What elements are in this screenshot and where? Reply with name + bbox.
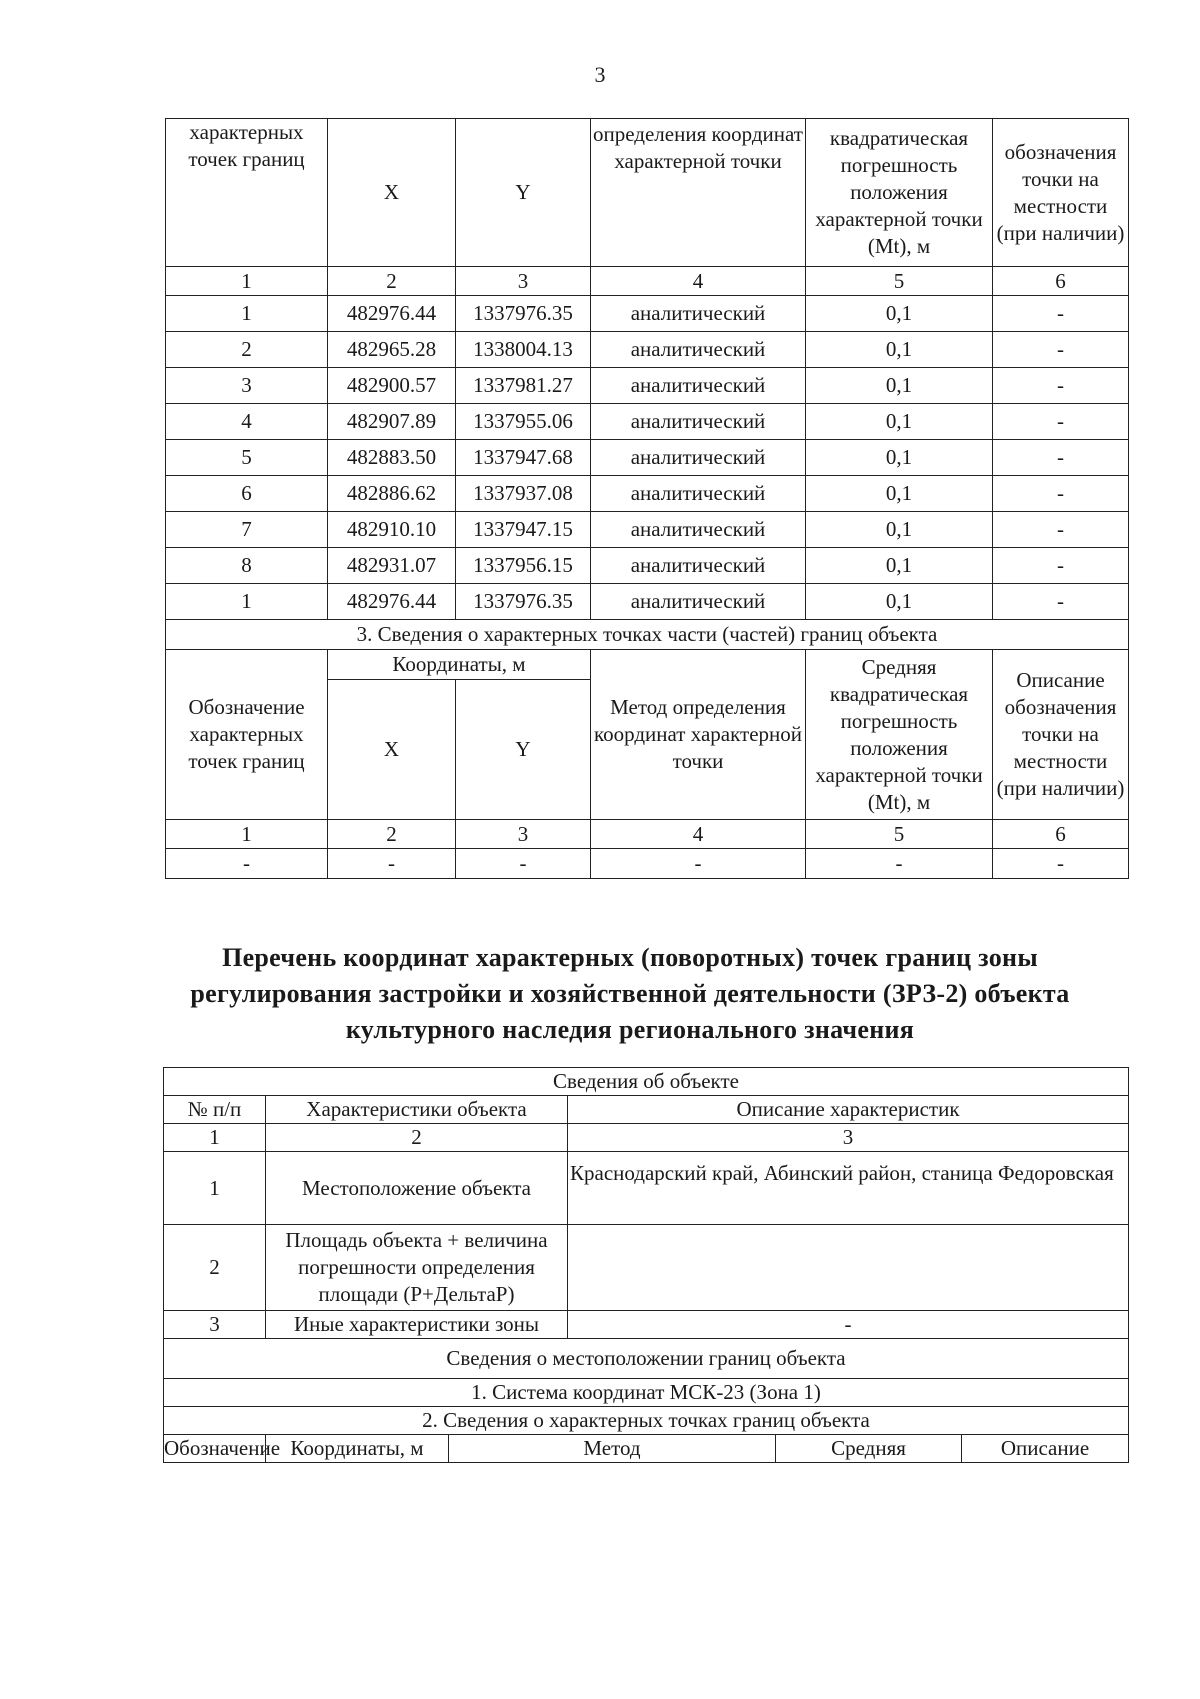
- table-row: [166, 368, 1129, 404]
- header-point-label: характерных точек границ: [166, 119, 328, 267]
- coord-x: 482907.89: [328, 404, 456, 440]
- coord-x: 482900.57: [328, 368, 456, 404]
- method: аналитический: [591, 332, 806, 368]
- description: -: [993, 512, 1129, 548]
- coord-y: 1337956.15: [456, 548, 591, 584]
- col-number: 3: [456, 267, 591, 296]
- coord-y: 1337976.35: [456, 296, 591, 332]
- section3-title: 3. Сведения о характерных точках части (частей) границ объекта: [166, 620, 1129, 650]
- coordinate-system: 1. Система координат МСК-23 (Зона 1): [164, 1379, 1129, 1407]
- boundary-points-table: [165, 118, 1129, 879]
- bottom-header-description: Описание: [962, 1435, 1129, 1463]
- row-number: 2: [164, 1225, 266, 1311]
- coord-y: 1337955.06: [456, 404, 591, 440]
- method: аналитический: [591, 548, 806, 584]
- error-mt: 0,1: [806, 332, 993, 368]
- error-mt: 0,1: [806, 512, 993, 548]
- location-title: Сведения о местоположении границ объекта: [164, 1339, 1129, 1379]
- error-mt: 0,1: [806, 548, 993, 584]
- s3-coord-x: -: [328, 849, 456, 879]
- method: аналитический: [591, 584, 806, 620]
- error-mt: 0,1: [806, 584, 993, 620]
- description: -: [993, 296, 1129, 332]
- point-id: 2: [166, 332, 328, 368]
- point-id: 4: [166, 404, 328, 440]
- section2-title: 2. Сведения о характерных точках границ объекта: [164, 1407, 1129, 1435]
- s3-method: -: [591, 849, 806, 879]
- method: аналитический: [591, 512, 806, 548]
- method: аналитический: [591, 368, 806, 404]
- coord-x: 482976.44: [328, 584, 456, 620]
- s3-header-error: Средняя квадратическая погрешность положения характерной точки (Mt), м: [806, 650, 993, 820]
- row-description: [568, 1225, 1129, 1311]
- coord-y: 1337947.68: [456, 440, 591, 476]
- header-description: Описание характеристик: [568, 1096, 1129, 1124]
- s3-col-number: 2: [328, 820, 456, 849]
- col-number: 1: [166, 267, 328, 296]
- bottom-header-error: Средняя: [776, 1435, 962, 1463]
- row-characteristic: Площадь объекта + величина погрешности определения площади (Р+ДельтаР): [266, 1225, 568, 1311]
- header-method: определения координат характерной точки: [591, 119, 806, 267]
- object-info-title: Сведения об объекте: [164, 1068, 1129, 1096]
- coord-x: 482910.10: [328, 512, 456, 548]
- s3-header-coords: Координаты, м: [328, 650, 591, 680]
- col-number: 4: [591, 267, 806, 296]
- error-mt: 0,1: [806, 476, 993, 512]
- table-row: [164, 1225, 1129, 1311]
- error-mt: 0,1: [806, 404, 993, 440]
- col-number: 2: [328, 267, 456, 296]
- description: -: [993, 584, 1129, 620]
- bottom-header-coords: Координаты, м: [266, 1435, 449, 1463]
- col-number: 1: [164, 1124, 266, 1152]
- table-row: [166, 584, 1129, 620]
- point-id: 1: [166, 584, 328, 620]
- point-id: 3: [166, 368, 328, 404]
- table-row: [166, 548, 1129, 584]
- header-x: X: [328, 119, 456, 267]
- s3-col-number: 6: [993, 820, 1129, 849]
- coord-y: 1338004.13: [456, 332, 591, 368]
- row-description: -: [568, 1311, 1129, 1339]
- s3-coord-y: -: [456, 849, 591, 879]
- coord-x: 482976.44: [328, 296, 456, 332]
- s3-col-number: 5: [806, 820, 993, 849]
- row-characteristic: Иные характеристики зоны: [266, 1311, 568, 1339]
- row-number: 3: [164, 1311, 266, 1339]
- col-number: 6: [993, 267, 1129, 296]
- row-characteristic: Местоположение объекта: [266, 1152, 568, 1225]
- bottom-header-method: Метод: [449, 1435, 776, 1463]
- error-mt: 0,1: [806, 440, 993, 476]
- row-description: Краснодарский край, Абинский район, станица Федоровская: [568, 1152, 1129, 1225]
- coord-y: 1337976.35: [456, 584, 591, 620]
- s3-header-y: Y: [456, 680, 591, 820]
- table-row: [164, 1152, 1129, 1225]
- s3-col-number: 1: [166, 820, 328, 849]
- coord-x: 482965.28: [328, 332, 456, 368]
- point-id: 1: [166, 296, 328, 332]
- s3-header-x: X: [328, 680, 456, 820]
- header-number: № п/п: [164, 1096, 266, 1124]
- method: аналитический: [591, 440, 806, 476]
- description: -: [993, 440, 1129, 476]
- header-error: квадратическая погрешность положения характерной точки (Mt), м: [806, 119, 993, 267]
- coord-y: 1337937.08: [456, 476, 591, 512]
- bottom-header-designation: Обозначение: [164, 1435, 266, 1463]
- coord-x: 482931.07: [328, 548, 456, 584]
- col-number: 5: [806, 267, 993, 296]
- header-y: Y: [456, 119, 591, 267]
- header-description: обозначения точки на местности (при наличии): [993, 119, 1129, 267]
- table-row: [166, 404, 1129, 440]
- s3-header-description: Описание обозначения точки на местности (при наличии): [993, 650, 1129, 820]
- s3-description: -: [993, 849, 1129, 879]
- description: -: [993, 332, 1129, 368]
- table-row: [166, 849, 1129, 879]
- table-row: [164, 1311, 1129, 1339]
- coord-y: 1337947.15: [456, 512, 591, 548]
- s3-header-method: Метод определения координат характерной точки: [591, 650, 806, 820]
- description: -: [993, 548, 1129, 584]
- s3-error-mt: -: [806, 849, 993, 879]
- table-row: [166, 476, 1129, 512]
- method: аналитический: [591, 476, 806, 512]
- s3-col-number: 3: [456, 820, 591, 849]
- point-id: 7: [166, 512, 328, 548]
- s3-point-id: -: [166, 849, 328, 879]
- document-heading: Перечень координат характерных (поворотных) точек границ зоны регулирования застройки и хозяйственной деятельности (ЗРЗ-2) объекта культурного наследия регионального значения: [190, 943, 1070, 1044]
- table-row: [166, 512, 1129, 548]
- s3-header-point-label: Обозначение характерных точек границ: [166, 650, 328, 820]
- error-mt: 0,1: [806, 368, 993, 404]
- method: аналитический: [591, 404, 806, 440]
- s3-col-number: 4: [591, 820, 806, 849]
- point-id: 8: [166, 548, 328, 584]
- description: -: [993, 476, 1129, 512]
- coord-x: 482883.50: [328, 440, 456, 476]
- description: -: [993, 368, 1129, 404]
- col-number: 2: [266, 1124, 568, 1152]
- point-id: 5: [166, 440, 328, 476]
- coord-y: 1337981.27: [456, 368, 591, 404]
- page-number: 3: [594, 62, 606, 87]
- error-mt: 0,1: [806, 296, 993, 332]
- coord-x: 482886.62: [328, 476, 456, 512]
- point-id: 6: [166, 476, 328, 512]
- object-info-table: [163, 1067, 1129, 1463]
- table-row: [166, 440, 1129, 476]
- method: аналитический: [591, 296, 806, 332]
- description: -: [993, 404, 1129, 440]
- row-number: 1: [164, 1152, 266, 1225]
- table-row: [166, 332, 1129, 368]
- table-row: [166, 296, 1129, 332]
- col-number: 3: [568, 1124, 1129, 1152]
- header-characteristic: Характеристики объекта: [266, 1096, 568, 1124]
